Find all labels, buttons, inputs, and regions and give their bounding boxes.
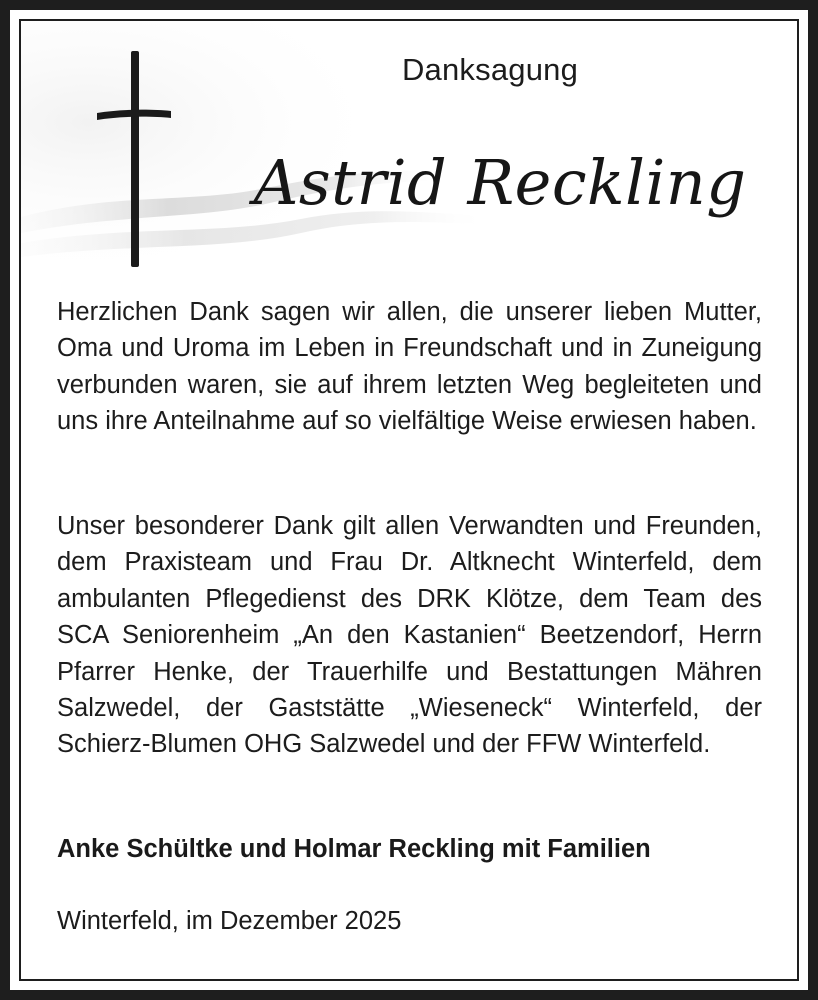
place-date: Winterfeld, im Dezember 2025 bbox=[57, 907, 402, 935]
thanks-paragraph: Herzlichen Dank sagen wir allen, die unserer lieben Mutter, Oma und Uroma im Leben in Freundschaft und in Zuneigung verbunden waren, sie auf ihrem letzten Weg begleiteten und uns ihre Anteilnahme auf so vielfältige Weise erwiesen haben. bbox=[57, 298, 762, 436]
notice-heading: Danksagung bbox=[401, 52, 579, 87]
special-thanks-paragraph: Unser besonderer Dank gilt allen Verwandten und Freunden, dem Praxisteam und Frau Dr. Altknecht Winterfeld, dem ambulanten Pflegedienst des DRK Klötze, dem Team des SCA Seniorenheim „An den Kastanien“ Beetzendorf, Herrn Pfarrer Henke, der Trauerhilfe und Bestattungen Mähren Salzwedel, der Gaststätte „Wieseneck“ Winterfeld, der Schierz-Blumen OHG Salzwedel und der FFW Winterfeld. bbox=[57, 512, 762, 759]
deceased-name: Astrid Reckling bbox=[253, 146, 747, 219]
signature: Anke Schültke und Holmar Reckling mit Familien bbox=[57, 835, 651, 863]
